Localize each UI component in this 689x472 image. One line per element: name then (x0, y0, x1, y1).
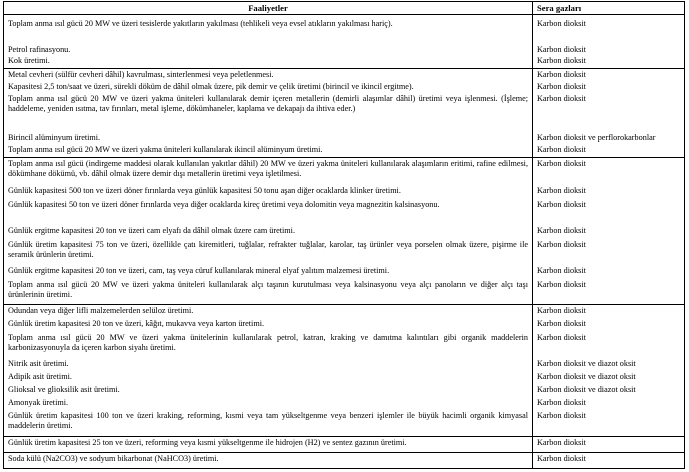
activity-text: Günlük ergitme kapasitesi 20 ton ve üzeri cam elyafı da dâhil olmak üzere cam üretimi. (8, 226, 295, 235)
activity-text: Kok üretimi. (8, 56, 50, 65)
activity-text: Toplam anma ısıl gücü 20 MW ve üzeri tesislerde yakıtların yakılması (tehlikeli veya evsel atıkların yakılması hariç). (8, 19, 393, 28)
table-header-row (4, 2, 684, 15)
gas-text: Karbon dioksit (537, 240, 586, 249)
group-separator (4, 304, 684, 305)
activity-text: Toplam anma ısıl gücü 20 MW ve üzeri yakma üniteleri kullanılarak alçı taşının kurutulması veya kalsinasyonu veya alçı panoların ve diğer alçı taşı ürünlerinin üretimi. (8, 280, 528, 300)
gas-text: Karbon dioksit (537, 454, 586, 463)
gas-text: Karbon dioksit (537, 280, 586, 289)
gas-text: Karbon dioksit (537, 70, 586, 79)
activity-text: Toplam anma ısıl gücü 20 MW ve üzeri yakma üniteleri kullanılarak demir içeren metallerin (demirli alaşımlar dâhil) üretimi veya işlenmesi. (İşleme; haddeleme, yeniden ısıtma, tav fırınları, metal işleme, dökümhaneler, kaplama ve dekapajı da ihtiva eder.) (8, 94, 528, 114)
activity-text: Günlük üretim kapasitesi 100 ton ve üzeri kraking, reforming, kısmi veya tam yükseltgenme veya benzeri işlemler ile büyük hacimli organik kimyasal maddelerin üretimi. (8, 411, 528, 431)
gas-text: Karbon dioksit ve diazot oksit (537, 359, 636, 368)
activity-text: Adipik asit üretimi. (8, 372, 72, 381)
gas-text: Karbon dioksit (537, 45, 586, 54)
header-greenhouse-gases: Sera gazları (537, 3, 582, 13)
gas-text: Karbon dioksit (537, 333, 586, 342)
group-separator (4, 68, 684, 69)
activity-text: Günlük üretim kapasitesi 25 ton ve üzeri, reforming veya kısmi yükseltgenme ile hidrojen (H2) ve sentez gazının üretimi. (8, 438, 407, 447)
activity-text: Metal cevheri (sülfür cevheri dâhil) kavrulması, sinterlenmesi veya peletlenmesi. (8, 70, 274, 79)
activity-text: Günlük üretim kapasitesi 75 ton ve üzeri, özellikle çatı kiremitleri, tuğlalar, refrakter tuğlalar, karolar, taş ürünler veya porselen olmak üzere, pişirme ile seramik ürünlerin üretimi. (8, 240, 528, 260)
gas-text: Karbon dioksit (537, 159, 586, 168)
activity-text: Günlük kapasitesi 50 ton ve üzeri döner fırınlarda veya diğer ocaklarda kireç üretimi veya dolomitin veya magnezitin kalsinasyonu. (8, 200, 440, 209)
header-activities: Faaliyetler (248, 3, 288, 13)
activity-text: Günlük üretim kapasitesi 20 ton ve üzeri, kâğıt, mukavva veya karton üretimi. (8, 319, 265, 328)
gas-text: Karbon dioksit (537, 82, 586, 91)
activity-text: Günlük kapasitesi 500 ton ve üzeri döner fırınlarda veya günlük kapasitesi 50 tonu aşan diğer ocaklarda klinker üretimi. (8, 186, 401, 195)
gas-text: Karbon dioksit (537, 145, 586, 154)
gas-text: Karbon dioksit (537, 200, 586, 209)
activity-text: Toplam anma ısıl gücü 20 MW ve üzeri yakma ünitelerinin kullanılarak petrol, katran, kraking ve damıtma kalıntıları gibi organik maddelerin karbonizasyonuyla da içeren karbon siyahı üretimi. (8, 333, 528, 353)
gas-text: Karbon dioksit (537, 398, 586, 407)
gas-text: Karbon dioksit ve diazot oksit (537, 385, 636, 394)
group-separator (4, 157, 684, 158)
gas-text: Karbon dioksit ve perflorokarbonlar (537, 133, 656, 142)
gas-text: Karbon dioksit (537, 438, 586, 447)
activity-text: Kapasitesi 2,5 ton/saat ve üzeri, sürekli döküm de dâhil olmak üzere, pik demir ve çelik üretimi (birincil ve ikincil ergitme). (8, 82, 414, 91)
gas-text: Karbon dioksit (537, 19, 586, 28)
row-separator (4, 452, 684, 453)
activity-text: Birincil alüminyum üretimi. (8, 133, 101, 142)
gas-text: Karbon dioksit (537, 226, 586, 235)
activity-text: Glioksal ve glioksilik asit üretimi. (8, 385, 120, 394)
greenhouse-activities-table (3, 1, 685, 469)
activity-text: Günlük ergitme kapasitesi 20 ton ve üzeri, cam, taş veya cüruf kullanılarak mineral elyaf yalıtım malzemesi üretimi. (8, 266, 390, 275)
activity-text: Toplam anma ısıl gücü 20 MW ve üzeri yakma üniteleri kullanılarak ikincil alüminyum üretimi. (8, 145, 323, 154)
activity-text: Amonyak üretimi. (8, 398, 69, 407)
column-divider (532, 2, 533, 468)
group-separator (4, 436, 684, 437)
activity-text: Odundan veya diğer lifli malzemelerden selüloz üretimi. (8, 306, 194, 315)
gas-text: Karbon dioksit ve diazot oksit (537, 372, 636, 381)
gas-text: Karbon dioksit (537, 319, 586, 328)
activity-text: Nitrik asit üretimi. (8, 359, 69, 368)
activity-text: Petrol rafinasyonu. (8, 45, 71, 54)
gas-text: Karbon dioksit (537, 186, 586, 195)
gas-text: Karbon dioksit (537, 94, 586, 103)
gas-text: Karbon dioksit (537, 266, 586, 275)
activity-text: Toplam anma ısıl gücü (indirgeme maddesi olarak kullanılan yakıtlar dâhil) 20 MW ve üzeri yakma üniteleri kullanılarak alaşımların eritimi, rafine edilmesi, dökümhane dökümü, vb. dâhil olmak üzere demir dışı metallerin üretimi veya işletilmesi. (8, 159, 528, 179)
activity-text: Soda külü (Na2CO3) ve sodyum bikarbonat (NaHCO3) üretimi. (8, 454, 219, 463)
gas-text: Karbon dioksit (537, 411, 586, 420)
gas-text: Karbon dioksit (537, 56, 586, 65)
gas-text: Karbon dioksit (537, 306, 586, 315)
